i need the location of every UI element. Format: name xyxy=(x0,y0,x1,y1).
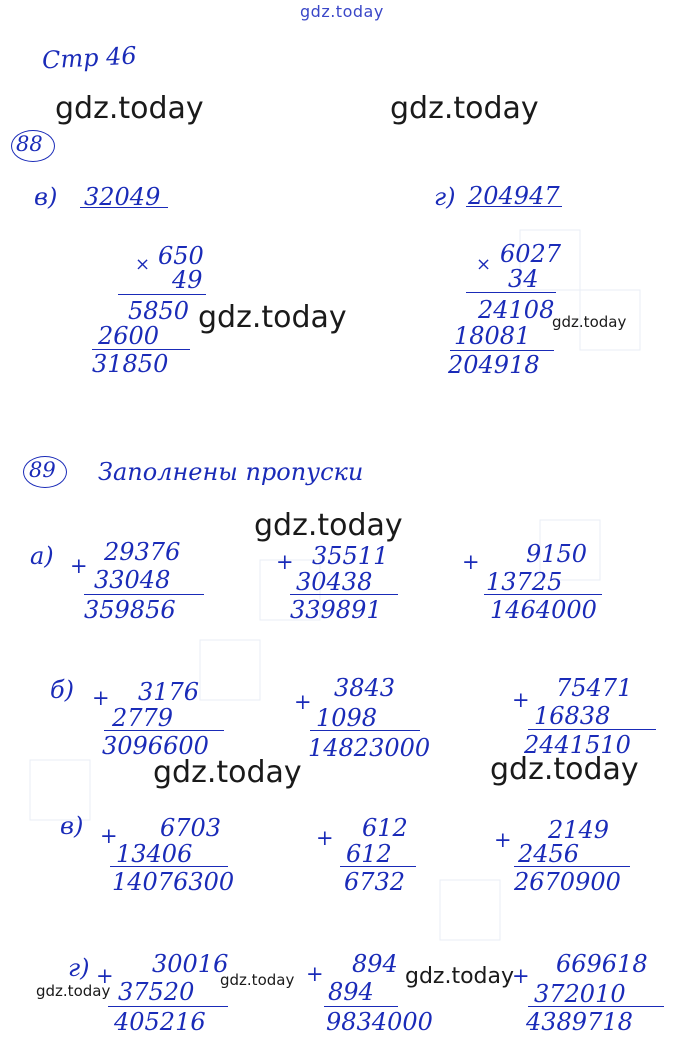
sum-total: 1464000 xyxy=(490,596,597,624)
row-letter: а) xyxy=(30,542,54,570)
result-value: 32049 xyxy=(84,183,161,211)
plus-sign: + xyxy=(100,824,118,848)
addend: 30016 xyxy=(152,950,229,978)
addend: 2779 xyxy=(112,704,174,732)
addend: 6703 xyxy=(160,814,222,842)
sum-total: 14823000 xyxy=(308,734,431,762)
underline xyxy=(80,207,168,208)
product-total: 204918 xyxy=(448,351,540,379)
sum-total: 6732 xyxy=(344,868,406,896)
sum-total: 3096600 xyxy=(102,732,209,760)
addend: 30438 xyxy=(296,568,373,596)
plus-sign: + xyxy=(494,828,512,852)
multiplier: 34 xyxy=(508,265,539,293)
addend: 9150 xyxy=(526,540,588,568)
plus-sign: + xyxy=(92,686,110,710)
partial-product: 18081 xyxy=(454,322,531,350)
addend: 29376 xyxy=(104,538,181,566)
task-number: 89 xyxy=(29,458,56,482)
sum-total: 359856 xyxy=(84,596,176,624)
watermark: gdz.today xyxy=(153,755,302,790)
addend: 894 xyxy=(328,978,374,1006)
watermark: gdz.today xyxy=(405,964,515,989)
plus-sign: + xyxy=(316,826,334,850)
sum-total: 4389718 xyxy=(526,1008,633,1036)
partial-product: 24108 xyxy=(478,296,555,324)
sum-line xyxy=(290,594,398,595)
watermark-top: gdz.today xyxy=(300,2,384,21)
page-label: Стр 46 xyxy=(41,41,138,75)
plus-sign: + xyxy=(462,550,480,574)
result-value: 204947 xyxy=(468,182,560,210)
operation-sign: × xyxy=(476,254,492,275)
watermark: gdz.today xyxy=(55,91,204,126)
addend: 33048 xyxy=(94,566,171,594)
sum-line xyxy=(310,730,420,731)
addend: 13725 xyxy=(486,568,563,596)
addend: 669618 xyxy=(556,950,648,978)
addend: 372010 xyxy=(534,980,626,1008)
addend: 1098 xyxy=(316,704,378,732)
addend: 3176 xyxy=(138,678,200,706)
watermark: gdz.today xyxy=(220,971,295,989)
operation-sign: × xyxy=(135,254,151,275)
subtask-letter: в) xyxy=(34,183,58,211)
addend: 16838 xyxy=(534,702,611,730)
watermark: gdz.today xyxy=(36,982,111,1000)
watermark: gdz.today xyxy=(552,313,627,331)
subtask-letter: г) xyxy=(434,183,456,211)
sum-total: 339891 xyxy=(290,596,382,624)
sum-line xyxy=(340,866,416,867)
row-letter: г) xyxy=(68,954,90,982)
addend: 35511 xyxy=(312,542,389,570)
plus-sign: + xyxy=(70,554,88,578)
sum-total: 2670900 xyxy=(514,868,621,896)
multiplicand: 6027 xyxy=(500,240,562,268)
watermark: gdz.today xyxy=(390,91,539,126)
partial-product: 5850 xyxy=(128,297,190,325)
addend: 612 xyxy=(346,840,392,868)
addend: 3843 xyxy=(334,674,396,702)
partial-product: 2600 xyxy=(98,322,160,350)
task-title: Заполнены пропуски xyxy=(98,458,364,486)
sum-line xyxy=(466,292,556,293)
watermark: gdz.today xyxy=(198,300,347,335)
addend: 37520 xyxy=(118,978,195,1006)
sum-line xyxy=(514,866,630,867)
sum-total: 9834000 xyxy=(326,1008,433,1036)
addend: 612 xyxy=(362,814,408,842)
task-number: 88 xyxy=(16,132,43,156)
sum-line xyxy=(104,730,224,731)
sum-line xyxy=(84,594,204,595)
sum-line xyxy=(110,866,228,867)
addend: 75471 xyxy=(556,674,633,702)
watermark: gdz.today xyxy=(254,508,403,543)
sum-total: 405216 xyxy=(114,1008,206,1036)
underline xyxy=(466,206,562,207)
plus-sign: + xyxy=(306,962,324,986)
row-letter: б) xyxy=(50,676,75,704)
plus-sign: + xyxy=(276,550,294,574)
addend: 2149 xyxy=(548,816,610,844)
addend: 2456 xyxy=(518,840,580,868)
multiplier: 49 xyxy=(172,266,203,294)
sum-total: 2441510 xyxy=(524,731,631,759)
sum-line xyxy=(108,1006,228,1007)
addend: 894 xyxy=(352,950,398,978)
product-total: 31850 xyxy=(92,350,169,378)
sum-line xyxy=(324,1006,398,1007)
sum-line xyxy=(484,594,602,595)
plus-sign: + xyxy=(512,964,530,988)
multiplicand: 650 xyxy=(158,242,204,270)
plus-sign: + xyxy=(294,690,312,714)
watermark: gdz.today xyxy=(490,752,639,787)
plus-sign: + xyxy=(512,688,530,712)
sum-total: 14076300 xyxy=(112,868,235,896)
sum-line xyxy=(528,729,656,730)
row-letter: в) xyxy=(60,812,84,840)
addend: 13406 xyxy=(116,840,193,868)
sum-line xyxy=(118,294,206,295)
sum-line xyxy=(528,1006,664,1007)
plus-sign: + xyxy=(96,964,114,988)
